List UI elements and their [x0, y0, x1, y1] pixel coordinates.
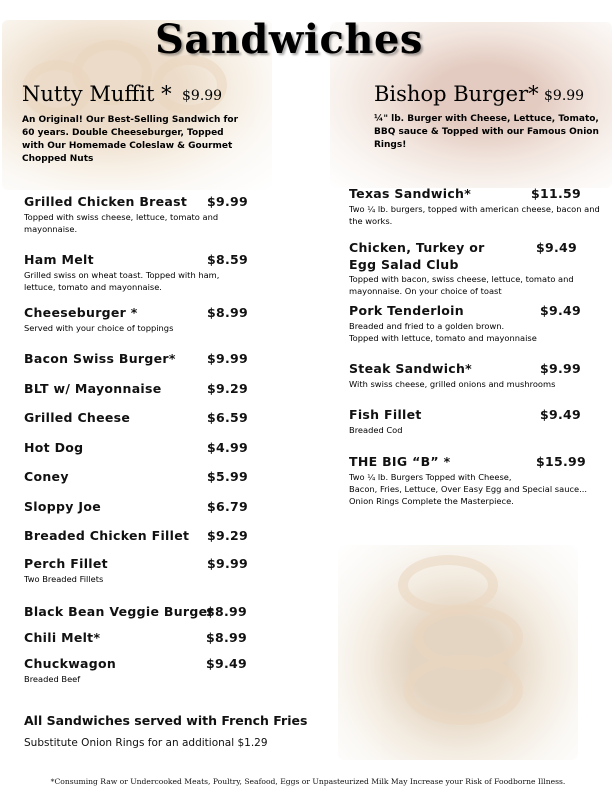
item-desc: Topped with swiss cheese, lettuce, tomato and mayonnaise.	[24, 212, 219, 234]
item-desc: Breaded Beef	[24, 674, 81, 684]
item-name: Black Bean Veggie Burger	[24, 604, 214, 619]
item-name: Coney	[24, 469, 69, 484]
item-price: $15.99	[536, 454, 587, 469]
item-name: Chili Melt*	[24, 630, 101, 645]
item-name: Cheeseburger *	[24, 305, 138, 320]
onion-rings-substitute-note: Substitute Onion Rings for an additional $1.29	[24, 737, 268, 749]
item-price: $9.29	[207, 381, 249, 396]
item-desc: Breaded and fried to a golden brown. Topped with lettuce, tomato and mayonnaise	[349, 321, 537, 343]
item-name: Ham Melt	[24, 252, 94, 267]
item-name: THE BIG “B” *	[349, 454, 451, 469]
item-price: $9.99	[207, 351, 249, 366]
item-name: Steak Sandwich*	[349, 361, 473, 376]
item-desc: Two ¼ lb. burgers, topped with american cheese, bacon and the works.	[349, 204, 600, 226]
item-name: Perch Fillet	[24, 556, 108, 571]
item-price: $11.59	[531, 186, 582, 201]
item-price: $9.49	[540, 303, 582, 318]
item-name: Texas Sandwich*	[349, 186, 472, 201]
item-name: Sloppy Joe	[24, 499, 101, 514]
item-price: $9.99	[540, 361, 582, 376]
item-price: $4.99	[207, 440, 249, 455]
item-price: $6.79	[207, 499, 249, 514]
item-price: $8.99	[206, 630, 248, 645]
item-desc: Topped with bacon, swiss cheese, lettuce, tomato and mayonnaise. On your choice of toast	[349, 274, 574, 296]
item-price: $9.49	[206, 656, 248, 671]
item-name-line2: Egg Salad Club	[349, 257, 459, 272]
item-name: Breaded Chicken Fillet	[24, 528, 190, 543]
item-name: Grilled Cheese	[24, 410, 131, 425]
item-name: Pork Tenderloin	[349, 303, 464, 318]
item-desc: Served with your choice of toppings	[24, 323, 174, 333]
item-name: Chuckwagon	[24, 656, 117, 671]
big-b-burger-photo	[338, 545, 578, 760]
featured-desc-nutty-muffit: An Original! Our Best-Selling Sandwich for 60 years. Double Cheeseburger, Topped with Our Homemade Coleslaw & Gourmet Chopped Nuts	[22, 115, 239, 164]
item-price: $5.99	[207, 469, 249, 484]
featured-name-nutty-muffit: Nutty Muffit *	[22, 82, 172, 106]
item-desc: Breaded Cod	[349, 425, 403, 435]
item-price: $9.29	[207, 528, 249, 543]
item-price: $6.59	[207, 410, 249, 425]
featured-name-bishop-burger: Bishop Burger*	[374, 82, 539, 106]
item-name: Bacon Swiss Burger*	[24, 351, 176, 366]
item-name: Grilled Chicken Breast	[24, 194, 188, 209]
item-desc: Grilled swiss on wheat toast. Topped with ham, lettuce, tomato and mayonnaise.	[24, 270, 220, 292]
featured-price-bishop-burger: $9.99	[544, 88, 585, 104]
featured-desc-bishop-burger: ¼" lb. Burger with Cheese, Lettuce, Tomato, BBQ sauce & Topped with our Famous Onion Rings!	[374, 114, 599, 150]
item-price: $9.99	[207, 556, 249, 571]
item-desc: With swiss cheese, grilled onions and mushrooms	[349, 379, 556, 389]
item-price: $8.99	[206, 604, 248, 619]
item-desc: Two Breaded Fillets	[24, 574, 104, 584]
item-name: BLT w/ Mayonnaise	[24, 381, 162, 396]
item-name: Chicken, Turkey or	[349, 240, 485, 255]
item-name: Hot Dog	[24, 440, 84, 455]
item-name: Fish Fillet	[349, 407, 422, 422]
featured-price-nutty-muffit: $9.99	[182, 88, 223, 104]
page-title: Sandwiches	[155, 16, 423, 63]
item-price: $9.99	[207, 194, 249, 209]
item-price: $8.59	[207, 252, 249, 267]
fries-note: All Sandwiches served with French Fries	[24, 713, 308, 728]
item-desc: Two ¼ lb. Burgers Topped with Cheese, Bacon, Fries, Lettuce, Over Easy Egg and Special sauce... Onion Rings Complete the Masterpiece.	[349, 472, 588, 506]
item-price: $9.49	[540, 407, 582, 422]
food-safety-disclaimer: *Consuming Raw or Undercooked Meats, Poultry, Seafood, Eggs or Unpasteurized Milk May Increase your Risk of Foodborne Illness.	[50, 777, 566, 786]
item-price: $9.49	[536, 240, 578, 255]
item-price: $8.99	[207, 305, 249, 320]
